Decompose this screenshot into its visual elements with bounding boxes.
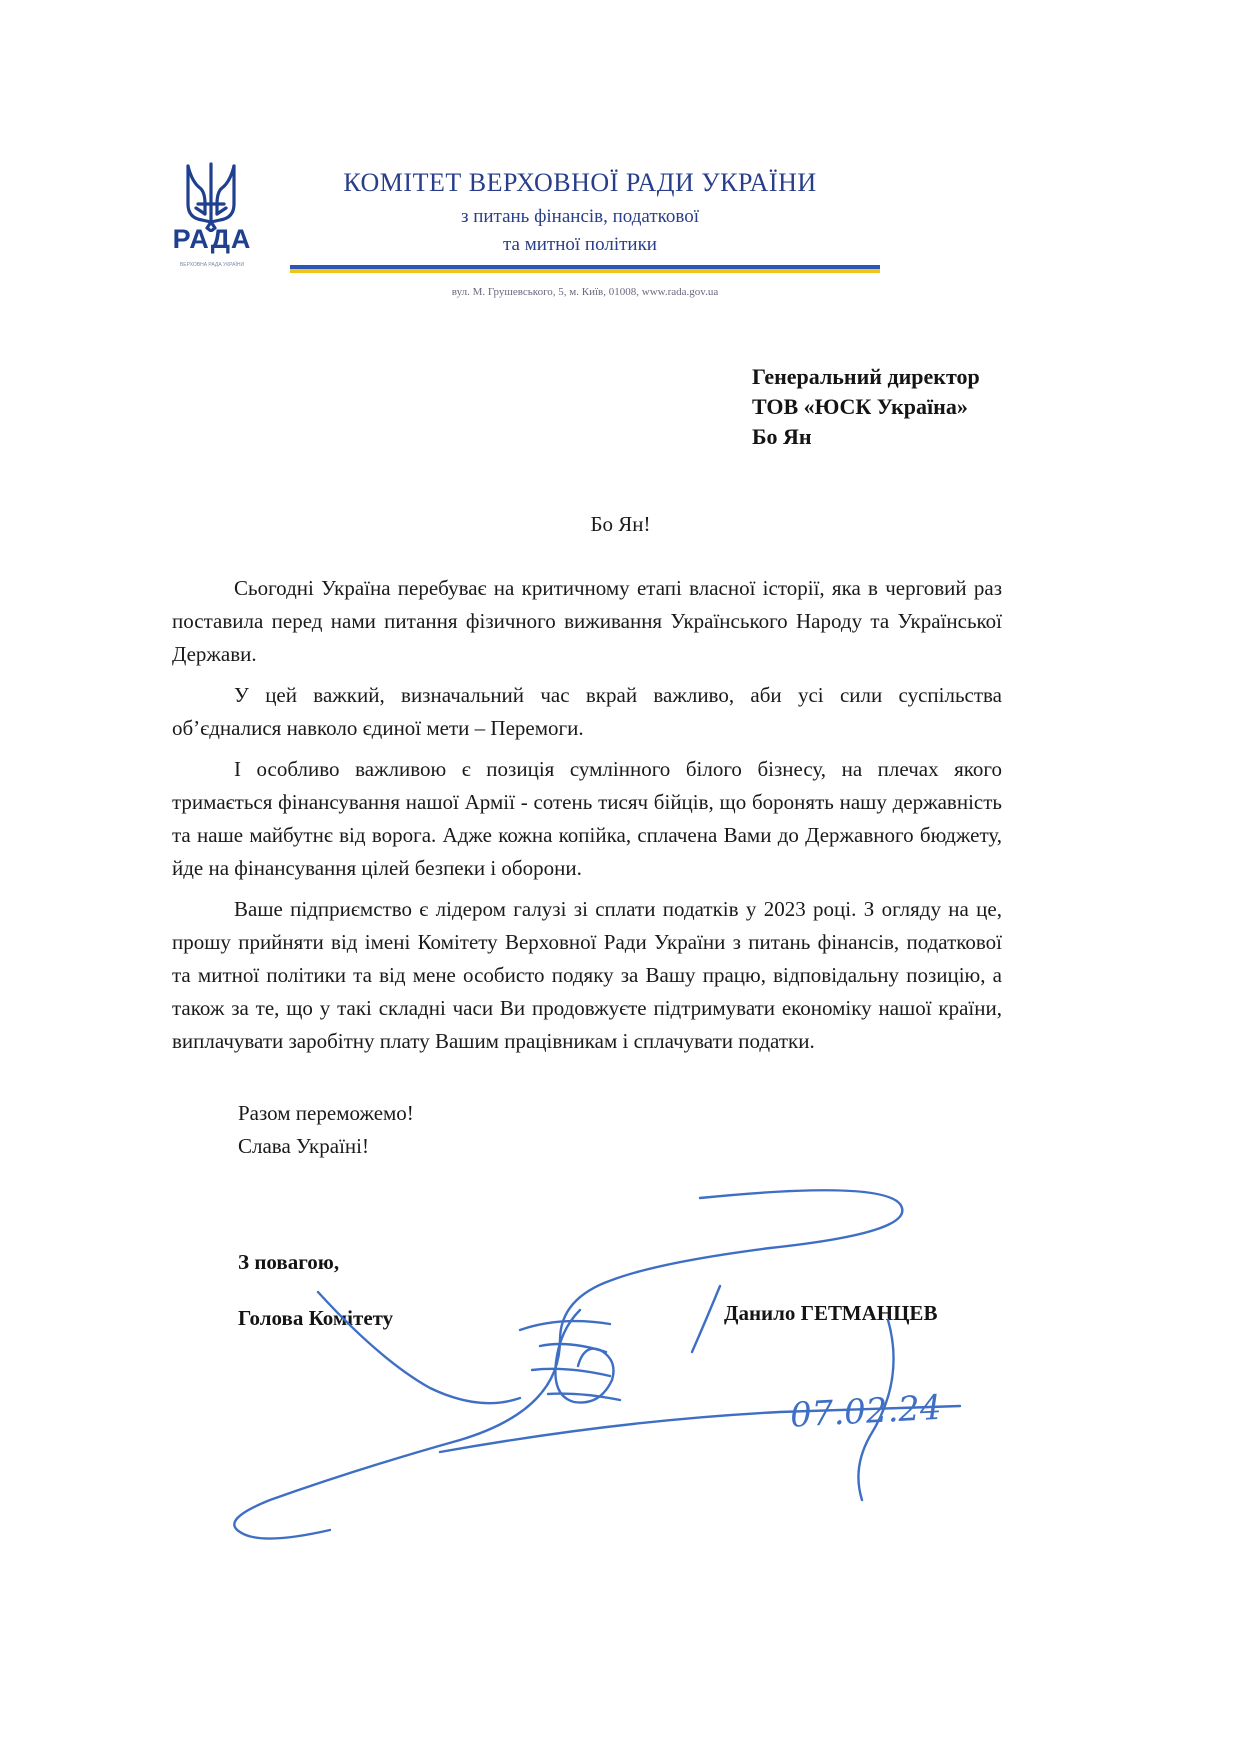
committee-subtitle-line1: з питань фінансів, податкової <box>460 206 700 227</box>
flag-divider <box>290 265 880 273</box>
recipient-position: Генеральний директор <box>752 364 980 389</box>
logo-wordmark: РАДА <box>172 224 252 254</box>
body-paragraph: Сьогодні Україна перебуває на критичному етапі власної історії, яка в черговий раз поставила перед нами питання фізичного виживання Українського Народу та Української Держави. <box>172 576 1002 666</box>
committee-title: КОМІТЕТ ВЕРХОВНОЇ РАДИ УКРАЇНИ <box>343 168 817 197</box>
letterhead-address: вул. М. Грушевського, 5, м. Київ, 01008, www.rada.gov.ua <box>451 286 719 298</box>
closing-line-2: Слава Україні! <box>238 1134 369 1158</box>
salutation: Бо Ян! <box>590 512 651 536</box>
body-paragraph: І особливо важливою є позиція сумлінного білого бізнесу, на плечах якого тримається фінансування нашої Армії - сотень тисяч бійців, що боронять нашу державність та наше майбутнє від ворога. Адже кожна копійка, сплачена Вами до Державного бюджету, йде на фінансування цілей безпеки і оборони. <box>172 757 1002 880</box>
signer-position: Голова Комітету <box>238 1306 394 1330</box>
recipient-company: ТОВ «ЮСК Україна» <box>752 394 968 419</box>
ukraine-trident-icon <box>178 160 244 232</box>
handwritten-date: 07.02.24 <box>789 1387 943 1436</box>
signer-name: Данило ГЕТМАНЦЕВ <box>724 1301 938 1325</box>
letter-body <box>172 572 1002 1066</box>
regards-text: З повагою, <box>238 1250 340 1274</box>
flag-divider-yellow <box>290 269 880 273</box>
logo-small-text: ВЕРХОВНА РАДА УКРАЇНИ <box>179 262 245 268</box>
recipient-name: Бо Ян <box>752 424 812 449</box>
closing-block <box>238 1097 414 1163</box>
body-paragraph: У цей важкий, визначальний час вкрай важливо, аби усі сили суспільства об’єдналися навколо єдиної мети – Перемоги. <box>172 683 1002 740</box>
body-paragraph: Ваше підприємство є лідером галузі зі сплати податків у 2023 році. З огляду на це, прошу прийняти від імені Комітету Верховної Ради України з питань фінансів, податкової та митної політики та від мене особисто подяку за Вашу працю, відповідальну позицію, а також за те, що у такі складні часи Ви продовжуєте підтримувати економіку нашої країни, виплачувати заробітну плату Вашим працівникам і сплачувати податки. <box>172 897 1002 1053</box>
closing-line-1: Разом переможемо! <box>238 1101 414 1125</box>
recipient-block <box>752 362 1052 452</box>
committee-subtitle-line2: та митної політики <box>503 234 657 255</box>
